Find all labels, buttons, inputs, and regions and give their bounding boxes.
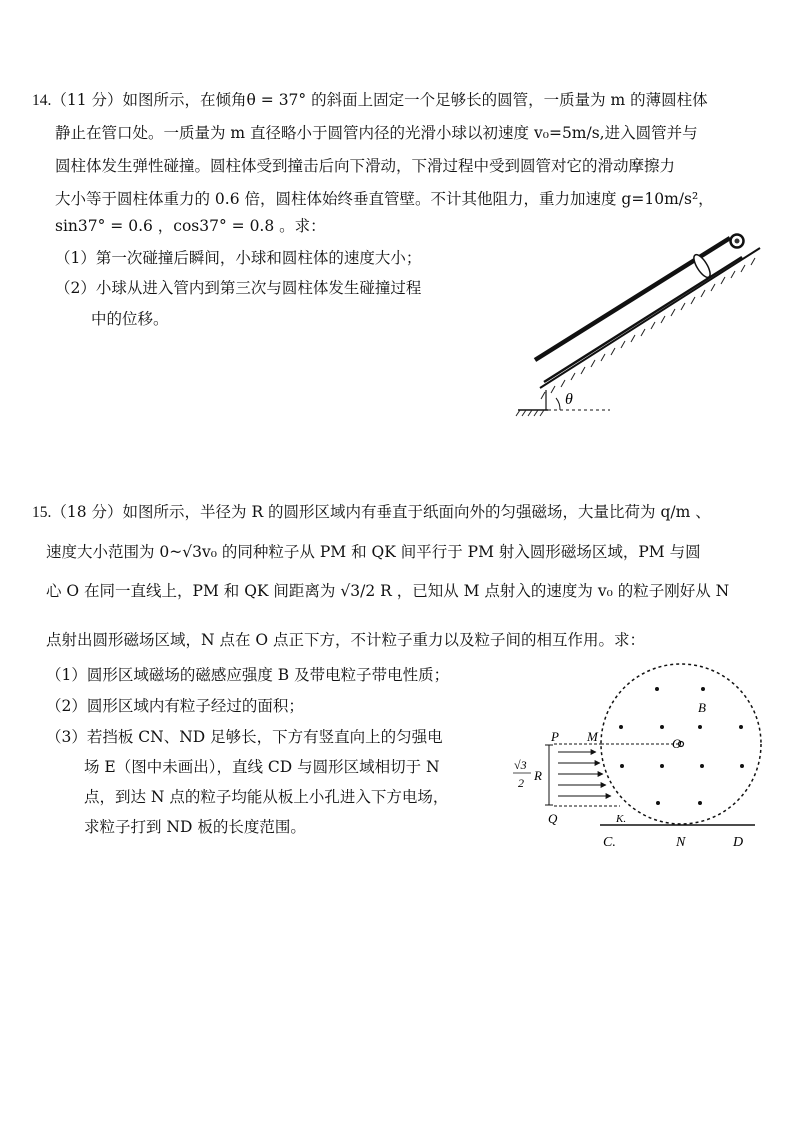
problem-14-line-5: sin37° = 0.6 ，cos37° = 0.8 。求： <box>55 217 326 235</box>
problem-14-line-2: 静止在管口处。一质量为 m 直径略小于圆管内径的光滑小球以初速度 v₀=5m/s,进入圆管并与 <box>55 124 698 142</box>
label-O: O <box>672 736 682 751</box>
problem-14-question-2: （2）小球从进入管内到第三次与圆柱体发生碰撞过程 <box>55 279 422 297</box>
problem-14-line-3: 圆柱体发生弹性碰撞。圆柱体受到撞击后向下滑动，下滑过程中受到圆管对它的滑动摩擦力 <box>55 157 676 175</box>
svg-text:2: 2 <box>518 776 524 790</box>
problem-15-question-3-cont-3: 求粒子打到 ND 板的长度范围。 <box>84 818 306 836</box>
svg-text:√3: √3 <box>514 758 527 772</box>
label-Q: Q <box>548 811 558 826</box>
problem-14-question-2-cont: 中的位移。 <box>91 310 169 328</box>
label-B: B <box>698 700 706 715</box>
problem-14-line-4: 大小等于圆柱体重力的 0.6 倍，圆柱体始终垂直管壁。不计其他阻力，重力加速度 g=10m/s²， <box>55 190 714 208</box>
label-M: M <box>587 729 598 744</box>
problem-15-question-3-cont-1: 场 E（图中未画出），直线 CD 与圆形区域相切于 N <box>84 758 440 776</box>
label-N: N <box>676 835 686 850</box>
problem-15-line-2: 速度大小范围为 0~√3v₀ 的同种粒子从 PM 和 QK 间平行于 PM 射入圆形磁场区域，PM 与圆 <box>46 543 701 561</box>
problem-14-question-1: （1）第一次碰撞后瞬间，小球和圆柱体的速度大小； <box>55 249 422 267</box>
problem-15-line-4: 点射出圆形磁场区域，N 点在 O 点正下方，不计粒子重力以及粒子间的相互作用。求： <box>46 631 646 649</box>
label-P: P <box>551 729 559 744</box>
label-C: C. <box>603 835 616 850</box>
problem-15-line-1: 15.（18 分）如图所示，半径为 R 的圆形区域内有垂直于纸面向外的匀强磁场，大量比荷为 q/m 、 <box>32 503 711 521</box>
label-D: D <box>733 835 744 850</box>
problem-15-question-2: （2）圆形区域内有粒子经过的面积； <box>46 697 304 715</box>
angle-label: θ <box>565 391 573 408</box>
problem-15-question-3-cont-2: 点，到达 N 点的粒子均能从板上小孔进入下方电场， <box>84 788 449 806</box>
problem-14-line-1: 14.（11 分）如图所示，在倾角θ = 37° 的斜面上固定一个足够长的圆管，一质量为 m 的薄圆柱体 <box>32 91 708 109</box>
problem-15-number: 15. <box>32 504 52 521</box>
problem-15-question-1: （1）圆形区域磁场的磁感应强度 B 及带电粒子带电性质； <box>46 666 450 684</box>
problem-15-line-3: 心 O 在同一直线上，PM 和 QK 间距离为 √3/2 R ，已知从 M 点射入的速度为 v₀ 的粒子刚好从 N <box>46 582 730 600</box>
svg-text:R: R <box>534 768 542 783</box>
problem-14-number: 14. <box>32 92 52 109</box>
problem-15-question-3: （3）若挡板 CN、ND 足够长，下方有竖直向上的匀强电 <box>46 728 443 746</box>
label-K: K. <box>616 813 627 825</box>
